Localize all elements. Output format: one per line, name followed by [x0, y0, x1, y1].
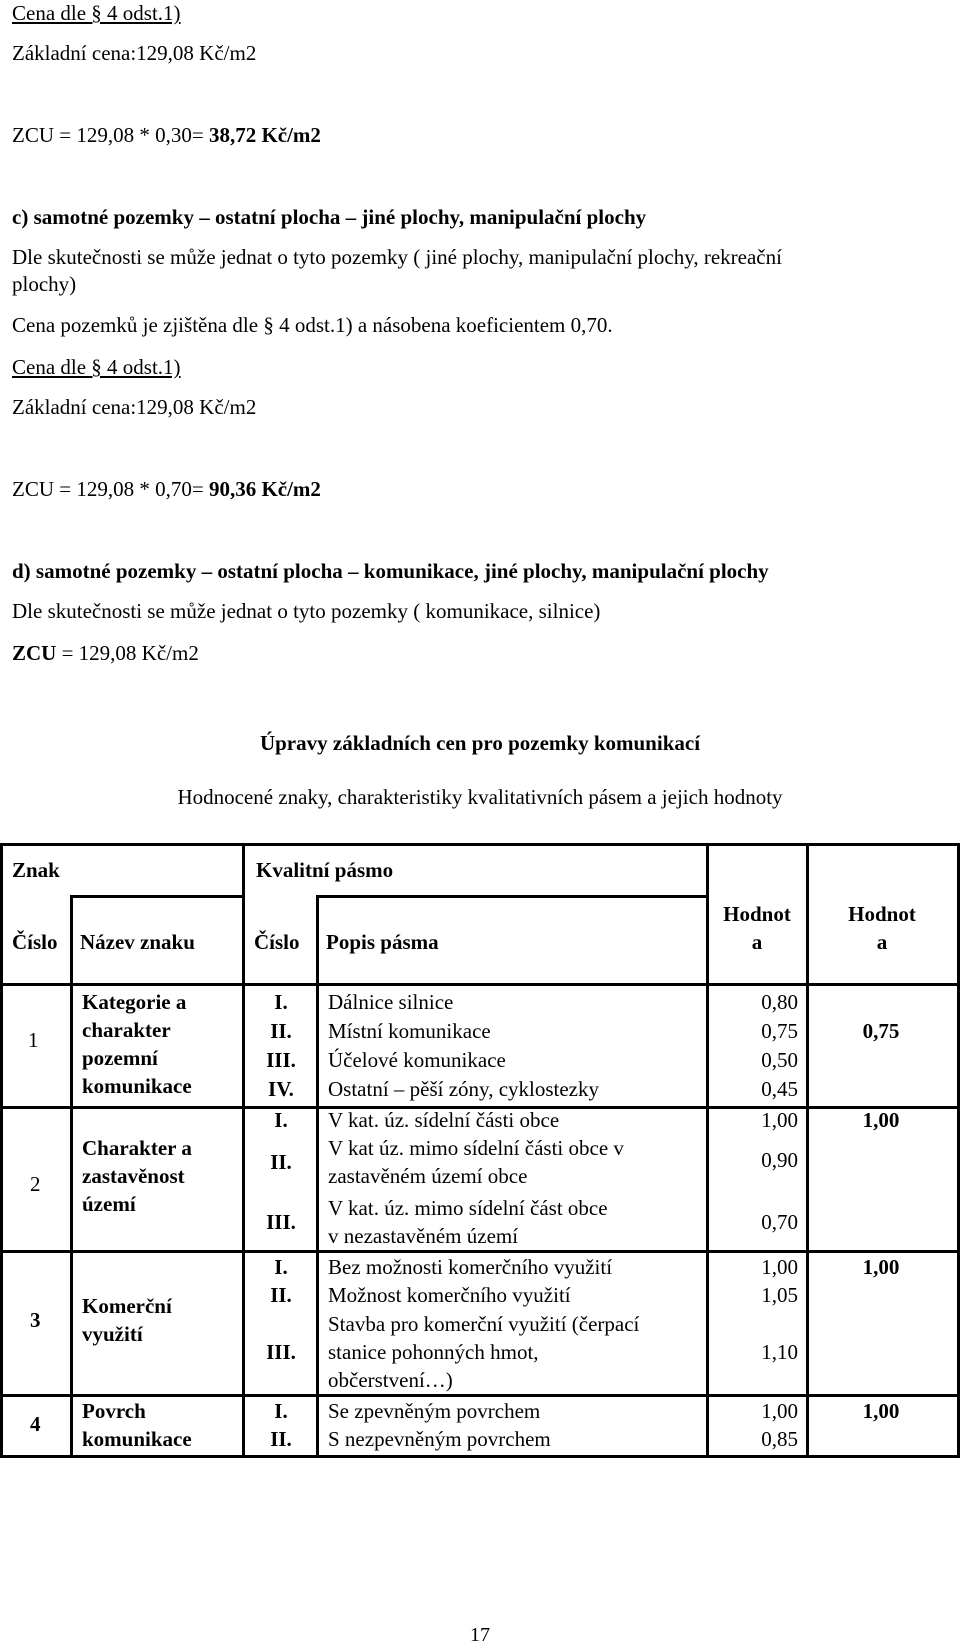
group-name: charakter — [82, 1018, 171, 1042]
band-value: 0,50 — [761, 1048, 798, 1072]
table-border — [70, 895, 73, 1458]
table-border — [242, 843, 245, 1458]
band-description: Místní komunikace — [328, 1019, 491, 1043]
text-fragment: ZCU = 129,08 * 0,70= — [12, 477, 204, 501]
table-subtitle: Hodnocené znaky, charakteristiky kvalitativních pásem a jejich hodnoty — [177, 785, 783, 809]
section-heading: d) samotné pozemky – ostatní plocha – komunikace, jiné plochy, manipulační plochy — [12, 559, 769, 583]
text-line: Dle skutečnosti se může jednat o tyto pozemky ( jiné plochy, manipulační plochy, rekreační — [12, 245, 782, 269]
text-line — [12, 640, 199, 666]
text-line: Cena dle § 4 odst.1) — [12, 355, 181, 379]
table-border — [0, 983, 960, 986]
band-value: 1,00 — [761, 1255, 798, 1279]
text-line — [12, 476, 321, 502]
table-border — [806, 843, 809, 1458]
header-nazev-znaku: Název znaku — [80, 930, 195, 954]
result-value: 1,00 — [862, 1108, 900, 1132]
band-description: zastavěném území obce — [328, 1164, 528, 1188]
band-number: III. — [266, 1340, 296, 1364]
text-fragment: ZCU = 129,08 * 0,30= — [12, 123, 204, 147]
band-description: V kat. úz. sídelní části obce — [328, 1108, 560, 1132]
group-name: Povrch — [82, 1399, 146, 1423]
group-name: komunikace — [82, 1427, 192, 1451]
header-znak: Znak — [12, 858, 60, 882]
band-description: v nezastavěném území — [328, 1224, 519, 1248]
group-name: zastavěnost — [82, 1164, 185, 1188]
band-number: I. — [274, 1255, 288, 1279]
group-name: komunikace — [82, 1074, 192, 1098]
band-description: Bez možnosti komerčního využití — [328, 1255, 613, 1279]
band-value: 0,85 — [761, 1427, 798, 1451]
band-number: I. — [274, 1108, 288, 1132]
header-hodnota-result: Hodnot — [848, 902, 916, 926]
band-value: 0,70 — [761, 1210, 798, 1234]
result-value: 1,00 — [862, 1255, 900, 1279]
band-number: III. — [266, 1210, 296, 1234]
text-fragment: = 129,08 Kč/m2 — [61, 641, 199, 665]
band-description: Dálnice silnice — [328, 990, 454, 1014]
group-name: území — [82, 1192, 136, 1216]
table-title: Úpravy základních cen pro pozemky komunikací — [259, 731, 701, 755]
group-number: 3 — [30, 1308, 41, 1332]
text-line: plochy) — [12, 272, 77, 296]
table-border — [70, 895, 242, 898]
band-number: II. — [270, 1019, 292, 1043]
group-name: pozemní — [82, 1046, 158, 1070]
result-value: 38,72 Kč/m2 — [208, 123, 321, 147]
band-value: 1,00 — [761, 1108, 798, 1132]
header-kvalitni-pasmo: Kvalitní pásmo — [256, 858, 394, 882]
table-border — [0, 1455, 958, 1458]
band-description: stanice pohonných hmot, — [328, 1340, 539, 1364]
header-cislo: Číslo — [12, 930, 58, 954]
group-name: využití — [82, 1322, 143, 1346]
band-description: Stavba pro komerční využití (čerpací — [328, 1312, 640, 1336]
section-heading: c) samotné pozemky – ostatní plocha – jiné plochy, manipulační plochy — [12, 205, 647, 229]
band-value: 0,90 — [761, 1148, 798, 1172]
header-hodnota: Hodnot — [723, 902, 791, 926]
header-popis-pasma: Popis pásma — [326, 930, 439, 954]
band-description: Účelové komunikace — [328, 1048, 506, 1072]
band-number: IV. — [268, 1077, 294, 1101]
header-hodnota-result: a — [876, 930, 888, 954]
text-line: Cena dle § 4 odst.1) — [12, 1, 181, 25]
group-name: Kategorie a — [82, 990, 187, 1014]
result-value: 1,00 — [862, 1399, 900, 1423]
band-value: 0,80 — [761, 990, 798, 1014]
band-number: I. — [274, 1399, 288, 1423]
table-border — [316, 895, 706, 898]
band-description: S nezpevněným povrchem — [328, 1427, 551, 1451]
text-fragment: ZCU — [12, 641, 57, 665]
page-number: 17 — [470, 1624, 490, 1646]
band-number: II. — [270, 1150, 292, 1174]
band-value: 0,45 — [761, 1077, 798, 1101]
group-name: Komerční — [82, 1294, 172, 1318]
group-number: 1 — [28, 1028, 39, 1052]
header-cislo-pasma: Číslo — [254, 930, 300, 954]
band-description: V kat. úz. mimo sídelní část obce — [328, 1196, 608, 1220]
group-name: Charakter a — [82, 1136, 192, 1160]
band-description: Se zpevněným povrchem — [328, 1399, 541, 1423]
group-number: 4 — [30, 1412, 41, 1436]
table-border — [706, 843, 709, 1458]
band-value: 1,00 — [761, 1399, 798, 1423]
result-value: 90,36 Kč/m2 — [208, 477, 321, 501]
band-number: III. — [266, 1048, 296, 1072]
header-hodnota: a — [751, 930, 763, 954]
band-value: 0,75 — [761, 1019, 798, 1043]
band-description: V kat úz. mimo sídelní části obce v — [328, 1136, 624, 1160]
text-line: Základní cena:129,08 Kč/m2 — [12, 395, 257, 419]
band-value: 1,05 — [761, 1283, 798, 1307]
band-description: Ostatní – pěší zóny, cyklostezky — [328, 1077, 600, 1101]
text-line: Cena pozemků je zjištěna dle § 4 odst.1) a násobena koeficientem 0,70. — [12, 313, 613, 337]
band-description: Možnost komerčního využití — [328, 1283, 571, 1307]
band-number: II. — [270, 1427, 292, 1451]
table-border — [316, 895, 319, 1458]
text-line: Základní cena:129,08 Kč/m2 — [12, 41, 257, 65]
table-border — [0, 843, 960, 846]
band-description: občerstvení…) — [328, 1368, 453, 1392]
result-value: 0,75 — [862, 1019, 900, 1043]
band-number: I. — [274, 990, 288, 1014]
table-border — [0, 843, 3, 1458]
text-line — [12, 122, 321, 148]
band-number: II. — [270, 1283, 292, 1307]
text-line: Dle skutečnosti se může jednat o tyto pozemky ( komunikace, silnice) — [12, 599, 601, 623]
band-value: 1,10 — [761, 1340, 798, 1364]
group-number: 2 — [30, 1172, 41, 1196]
